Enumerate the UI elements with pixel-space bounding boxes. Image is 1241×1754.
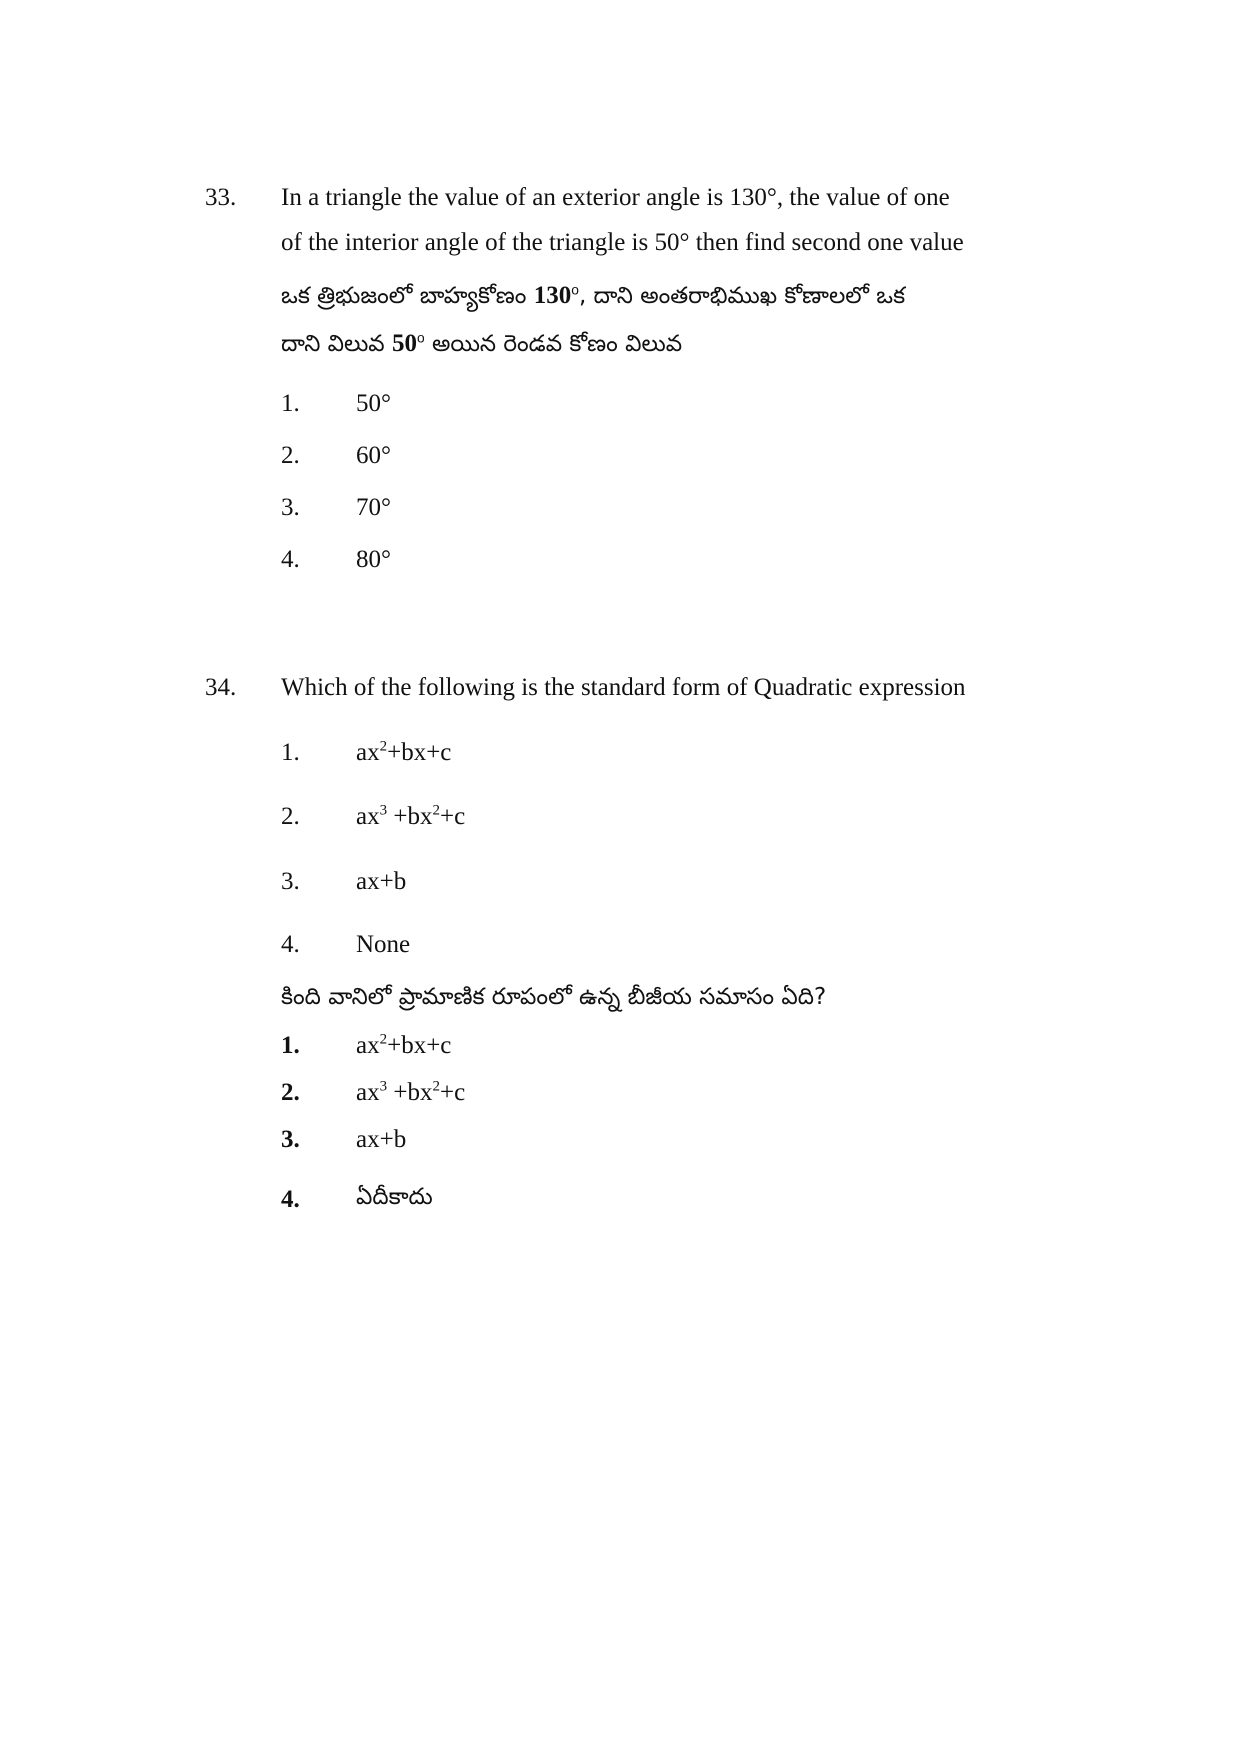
degree-sign: o <box>571 282 579 298</box>
q34-te-option-1-number: 1. <box>281 1032 300 1059</box>
question-33-text-te-line2 <box>281 331 682 356</box>
question-33-number: 33. <box>205 184 237 211</box>
q34-en-option-3-text: ax+b <box>356 868 407 895</box>
te-line1-part-b: , దాని అంతరాభిముఖ కోణాలలో ఒక <box>578 283 906 309</box>
q33-option-2-number: 2. <box>281 442 300 469</box>
q34-te-option-4-number: 4. <box>281 1186 300 1213</box>
degree-sign: o <box>416 330 425 346</box>
q33-option-3-number: 3. <box>281 494 300 521</box>
q34-en-option-3-number: 3. <box>281 868 300 895</box>
question-34-text-en: Which of the following is the standard form of Quadratic expression <box>281 674 966 701</box>
te-line1-part-a: ఒక త్రిభుజంలో బాహ్యకోణం <box>281 283 534 309</box>
q34-en-option-1-text: $ax^2+bx+c$ <box>356 738 452 766</box>
q33-option-1-number: 1. <box>281 390 300 417</box>
question-33-text-en-line1: In a triangle the value of an exterior angle is 130°, the value of one <box>281 184 950 211</box>
question-33-text-te-line1 <box>281 283 905 308</box>
q34-te-option-2-text: $ax^3 +bx^2+c$ <box>356 1078 466 1106</box>
q34-en-option-2-text: $ax^3 +bx^2+c$ <box>356 802 466 830</box>
q34-te-option-3-text: ax+b <box>356 1126 407 1153</box>
q34-te-option-3-number: 3. <box>281 1126 300 1153</box>
te-line2-part-b: అయిన రెండవ కోణం విలువ <box>424 331 683 357</box>
te-line2-number: 50 <box>391 330 417 357</box>
te-line2-part-a: దాని విలువ <box>281 331 392 357</box>
q34-en-option-4-text: None <box>356 931 411 958</box>
q33-option-3-text: 70° <box>356 494 391 521</box>
q34-en-option-2-number: 2. <box>281 803 300 830</box>
q34-te-option-1-text: $ax^2+bx+c$ <box>356 1031 452 1059</box>
q34-en-option-4-number: 4. <box>281 931 300 958</box>
question-33-text-en-line2: of the interior angle of the triangle is 50° then find second one value <box>281 229 964 256</box>
question-34-text-te: కింది వానిలో ప్రామాణిక రూపంలో ఉన్న బీజీయ సమాసం ఏది? <box>281 984 827 1010</box>
q33-option-4-text: 80° <box>356 546 391 573</box>
q34-te-option-2-number: 2. <box>281 1079 300 1106</box>
q33-option-4-number: 4. <box>281 546 300 573</box>
question-34-number: 34. <box>205 674 237 701</box>
q34-en-option-1-number: 1. <box>281 739 300 766</box>
q33-option-1-text: 50° <box>356 390 391 417</box>
te-line1-number: 130 <box>533 282 572 309</box>
q34-te-option-4-text: ఏదీకాదు <box>356 1184 433 1210</box>
q33-option-2-text: 60° <box>356 442 391 469</box>
